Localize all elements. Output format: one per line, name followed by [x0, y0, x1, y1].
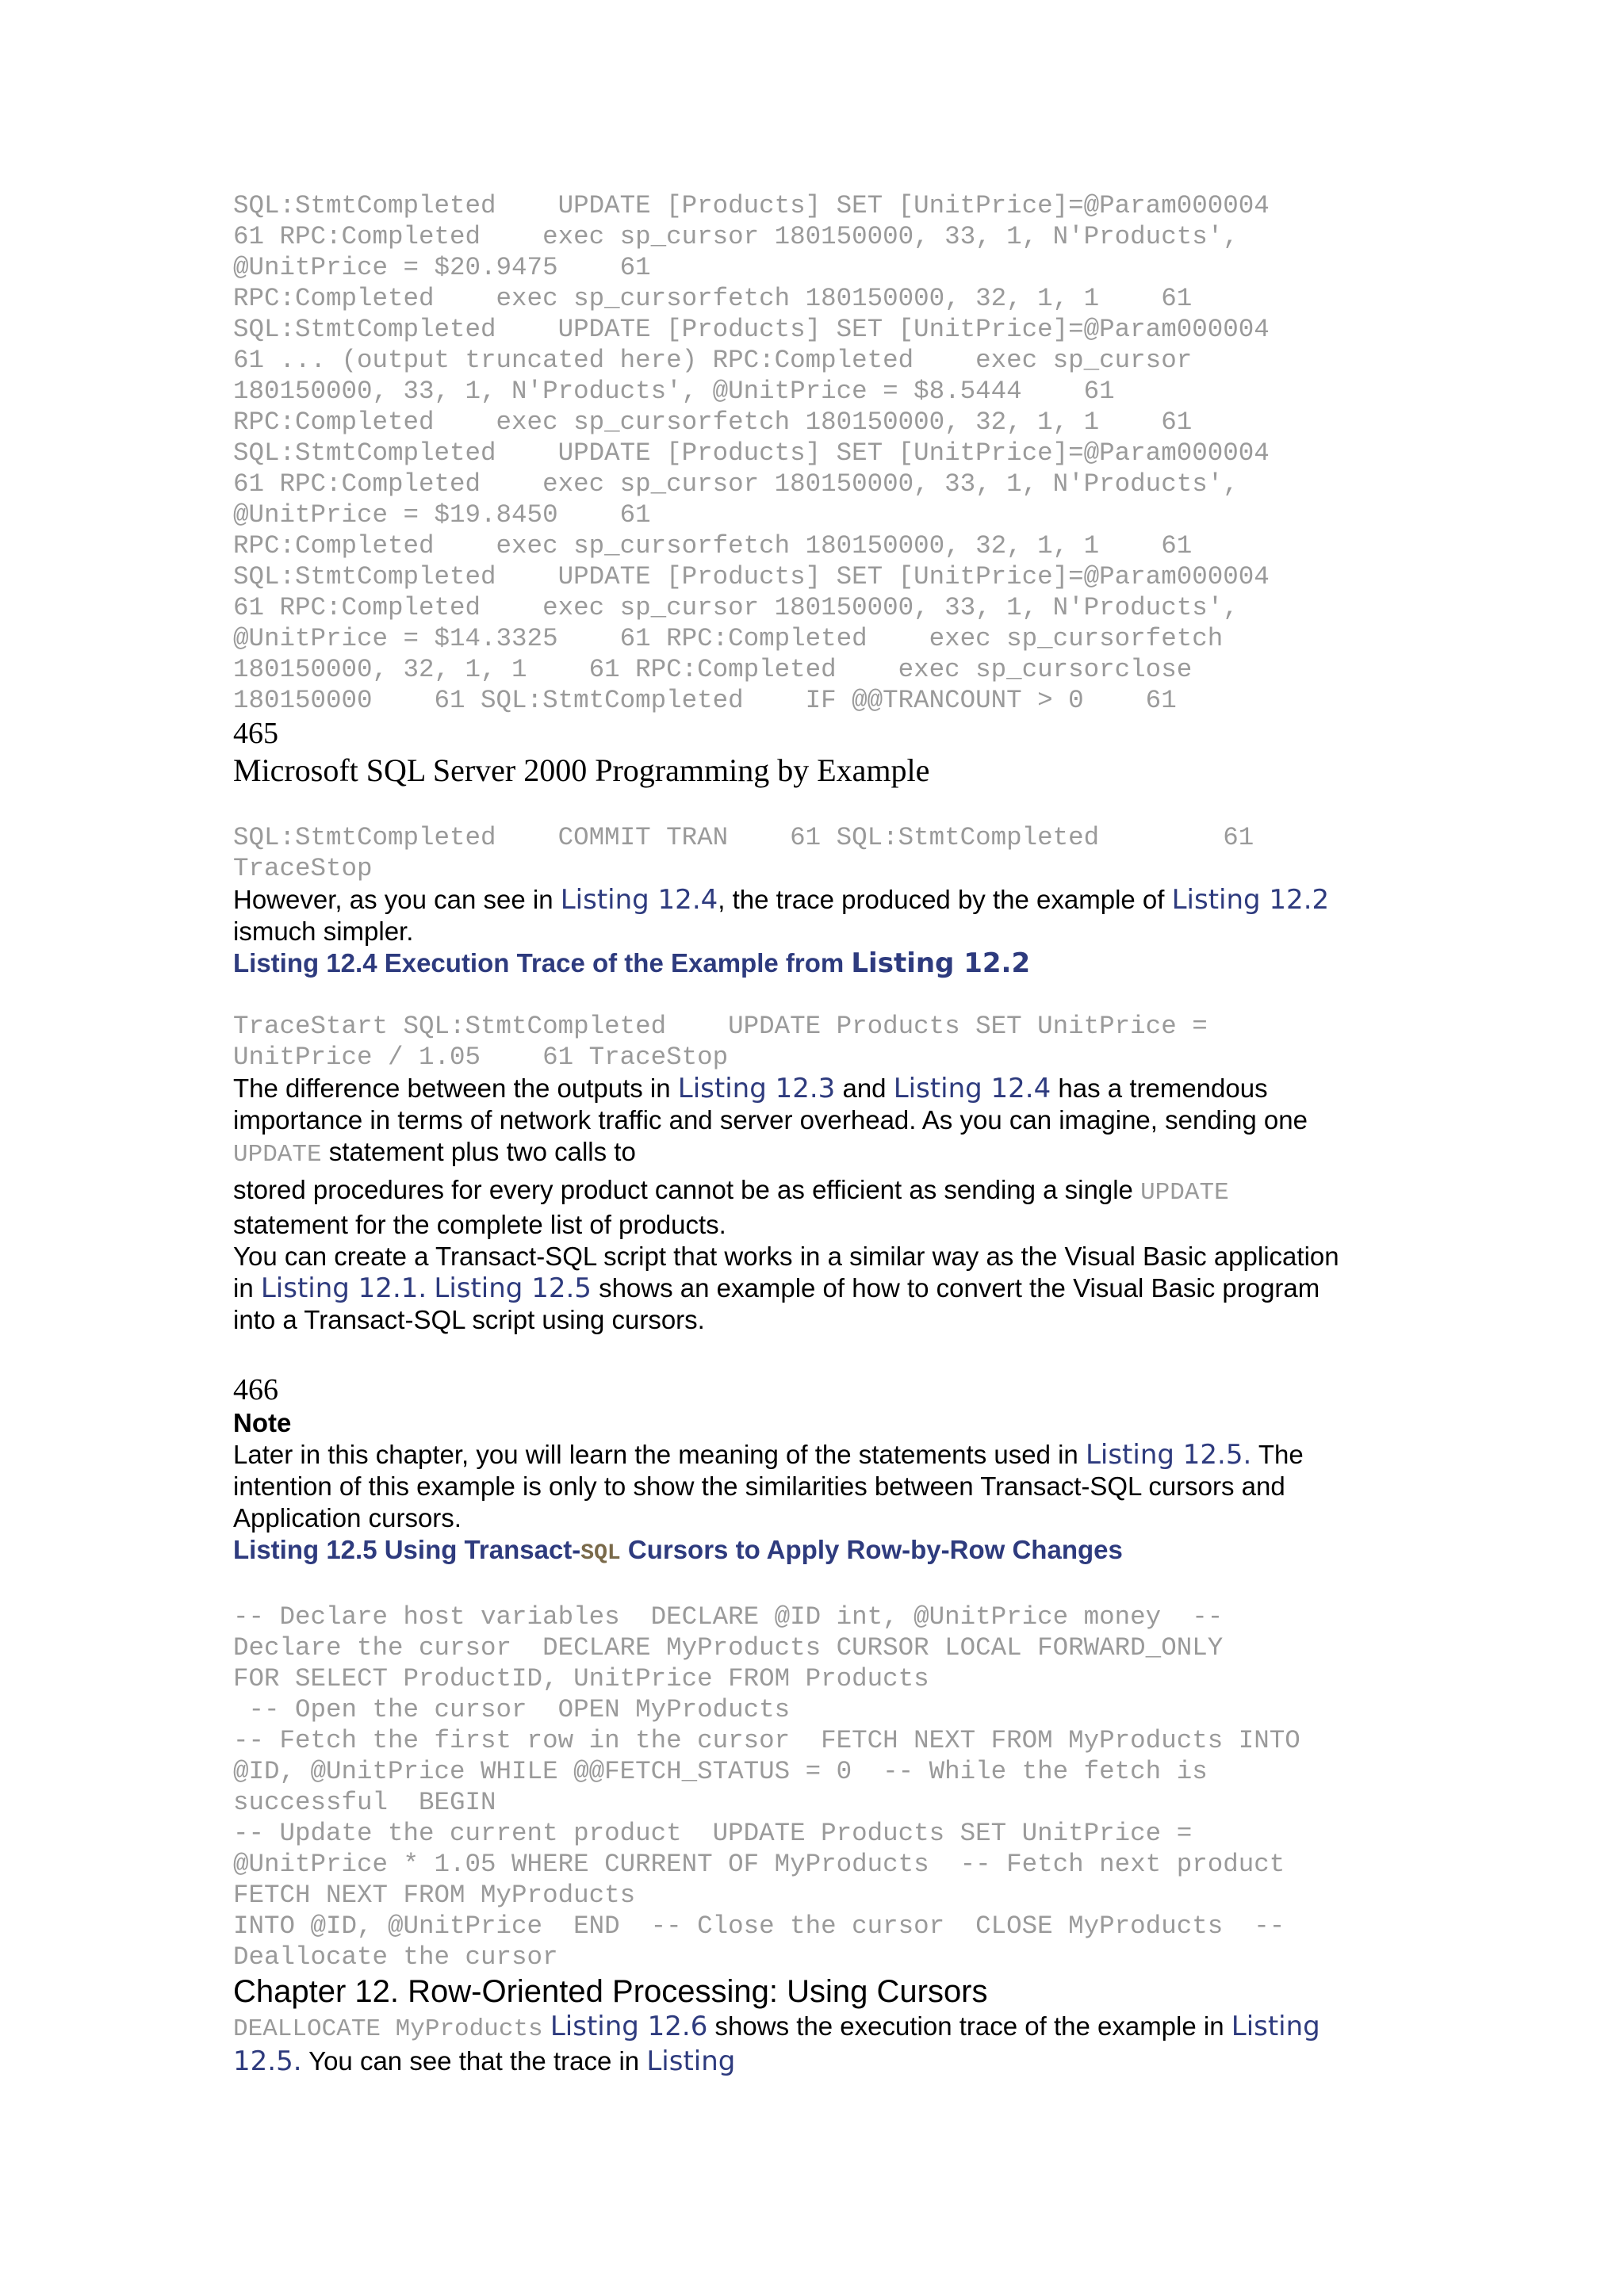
- paragraph-transact-sql-script: [233, 1241, 1407, 1336]
- code-line: RPC:Completed exec sp_cursorfetch 180150000, 32, 1, 1 61: [233, 408, 1193, 437]
- text-run: Later in this chapter, you will learn the meaning of the statements used in: [233, 1440, 1086, 1469]
- code-line: @UnitPrice = $19.8450 61: [233, 500, 651, 530]
- code-line: TraceStart SQL:StmtCompleted UPDATE Products SET UnitPrice =: [233, 1012, 1208, 1041]
- code-line: @ID, @UnitPrice WHILE @@FETCH_STATUS = 0 -- While the fetch is: [233, 1757, 1208, 1786]
- inline-code: DEALLOCATE MyProducts: [233, 2015, 543, 2043]
- code-line: SQL:StmtCompleted UPDATE [Products] SET [UnitPrice]=@Param000004: [233, 438, 1270, 468]
- listing-link[interactable]: Listing 12.6: [550, 2011, 708, 2042]
- code-line: INTO @ID, @UnitPrice END -- Close the cursor CLOSE MyProducts --: [233, 1911, 1285, 1941]
- paragraph-trace-comparison: [233, 884, 1407, 947]
- text-run: statement for the complete list of products.: [233, 1210, 726, 1239]
- note-paragraph: [233, 1439, 1407, 1534]
- code-line: Deallocate the cursor: [233, 1942, 558, 1972]
- caption-text: Listing 12.4 Execution Trace of the Example from: [233, 948, 852, 978]
- code-line: -- Update the current product UPDATE Products SET UnitPrice =: [233, 1819, 1193, 1848]
- text-run: stored procedures for every product cannot be as efficient as sending a single: [233, 1175, 1141, 1204]
- caption-text: Listing 12.5 Using Transact-: [233, 1535, 581, 1564]
- code-line: 180150000, 32, 1, 1 61 RPC:Completed exec sp_cursorclose: [233, 655, 1193, 684]
- code-block-trace-3: [233, 1011, 1407, 1073]
- text-run: The difference between the outputs in: [233, 1073, 678, 1103]
- code-line: @UnitPrice * 1.05 WHERE CURRENT OF MyProducts -- Fetch next product: [233, 1850, 1285, 1879]
- text-run: has a tremendous: [1051, 1073, 1268, 1103]
- text-run: You can create a Transact-SQL script that works in a similar way as the Visual Basic application: [233, 1242, 1339, 1271]
- chapter-title: Chapter 12. Row-Oriented Processing: Using Cursors: [233, 1974, 988, 2009]
- listing-link[interactable]: Listing 12.3: [677, 1073, 836, 1104]
- inline-code: UPDATE: [1140, 1179, 1229, 1207]
- page-number: 466: [233, 1373, 278, 1406]
- text-run: Application cursors.: [233, 1503, 462, 1533]
- listing-caption-12-5: [233, 1534, 1407, 1570]
- code-block-trace-2: [233, 822, 1407, 884]
- listing-link[interactable]: Listing 12.2: [1171, 884, 1330, 916]
- paragraph-difference-cont: [233, 1174, 1407, 1241]
- document-page: [233, 190, 1407, 2077]
- code-line: SQL:StmtCompleted UPDATE [Products] SET [UnitPrice]=@Param000004: [233, 191, 1270, 220]
- code-line: RPC:Completed exec sp_cursorfetch 180150000, 32, 1, 1 61: [233, 284, 1193, 313]
- listing-link[interactable]: 12.5.: [233, 2045, 302, 2077]
- code-line: successful BEGIN: [233, 1788, 496, 1817]
- text-run: importance in terms of network traffic and server overhead. As you can imagine, sending one: [233, 1105, 1308, 1135]
- listing-link[interactable]: Listing 12.5.: [1085, 1439, 1252, 1471]
- code-line: SQL:StmtCompleted UPDATE [Products] SET [UnitPrice]=@Param000004: [233, 562, 1270, 591]
- paragraph-difference: [233, 1073, 1407, 1171]
- code-line: 180150000, 33, 1, N'Products', @UnitPrice = $8.5444 61: [233, 377, 1115, 406]
- code-line: -- Open the cursor OPEN MyProducts: [233, 1695, 791, 1724]
- text-run: in: [233, 1273, 261, 1303]
- page-number: 465: [233, 717, 278, 750]
- code-line: @UnitPrice = $14.3325 61 RPC:Completed exec sp_cursorfetch: [233, 624, 1224, 653]
- code-line: UnitPrice / 1.05 61 TraceStop: [233, 1043, 729, 1072]
- listing-link[interactable]: Listing: [646, 2045, 736, 2077]
- text-run: shows an example of how to convert the Visual Basic program: [591, 1273, 1320, 1303]
- code-line: RPC:Completed exec sp_cursorfetch 180150000, 32, 1, 1 61: [233, 531, 1193, 561]
- text-run: ismuch simpler.: [233, 916, 414, 946]
- code-line: SQL:StmtCompleted COMMIT TRAN 61 SQL:StmtCompleted 61: [233, 823, 1254, 852]
- listing-link[interactable]: Listing 12.5: [434, 1272, 592, 1304]
- listing-link[interactable]: Listing: [1231, 2011, 1320, 2042]
- code-line: 61 ... (output truncated here) RPC:Completed exec sp_cursor: [233, 346, 1193, 375]
- code-line: @UnitPrice = $20.9475 61: [233, 253, 651, 282]
- code-line: FOR SELECT ProductID, UnitPrice FROM Products: [233, 1664, 929, 1693]
- code-line: TraceStop: [233, 854, 373, 883]
- text-run: You can see that the trace in: [301, 2046, 647, 2076]
- code-line: FETCH NEXT FROM MyProducts: [233, 1881, 636, 1910]
- text-run: statement plus two calls to: [321, 1137, 636, 1166]
- text-run: The: [1251, 1440, 1304, 1469]
- text-run: intention of this example is only to show the similarities between Transact-SQL cursors and: [233, 1471, 1285, 1501]
- caption-text: Cursors to Apply Row-by-Row Changes: [620, 1535, 1123, 1564]
- listing-link[interactable]: Listing 12.1.: [260, 1272, 427, 1304]
- listing-link[interactable]: Listing 12.4: [560, 884, 718, 916]
- code-line: SQL:StmtCompleted UPDATE [Products] SET [UnitPrice]=@Param000004: [233, 315, 1270, 344]
- text-run: shows the execution trace of the example in: [707, 2011, 1231, 2041]
- code-block-cursor-script: [233, 1601, 1407, 1973]
- code-line: 61 RPC:Completed exec sp_cursor 180150000, 33, 1, N'Products',: [233, 593, 1239, 622]
- code-line: 61 RPC:Completed exec sp_cursor 180150000, 33, 1, N'Products',: [233, 222, 1239, 251]
- text-run: However, as you can see in: [233, 885, 561, 914]
- paragraph-final: [233, 2011, 1407, 2077]
- book-title: Microsoft SQL Server 2000 Programming by Example: [233, 752, 930, 788]
- caption-sql-keyword: SQL: [580, 1541, 621, 1566]
- listing-caption-12-4: [233, 947, 1407, 979]
- code-line: -- Fetch the first row in the cursor FETCH NEXT FROM MyProducts INTO: [233, 1726, 1300, 1755]
- listing-link[interactable]: Listing 12.4: [893, 1073, 1051, 1104]
- text-run: [543, 2011, 550, 2041]
- code-line: -- Declare host variables DECLARE @ID int, @UnitPrice money --: [233, 1602, 1224, 1632]
- code-line: 180150000 61 SQL:StmtCompleted IF @@TRANCOUNT > 0 61: [233, 686, 1177, 715]
- code-block-trace-1: [233, 190, 1407, 716]
- note-label: Note: [233, 1408, 292, 1437]
- inline-code: UPDATE: [233, 1141, 322, 1169]
- text-run: , the trace produced by the example of: [718, 885, 1172, 914]
- text-run: [427, 1273, 434, 1303]
- text-run: and: [835, 1073, 894, 1103]
- text-run: into a Transact-SQL script using cursors.: [233, 1305, 705, 1334]
- listing-link[interactable]: Listing 12.2: [851, 947, 1031, 979]
- code-line: 61 RPC:Completed exec sp_cursor 180150000, 33, 1, N'Products',: [233, 469, 1239, 499]
- code-line: Declare the cursor DECLARE MyProducts CURSOR LOCAL FORWARD_ONLY: [233, 1633, 1224, 1663]
